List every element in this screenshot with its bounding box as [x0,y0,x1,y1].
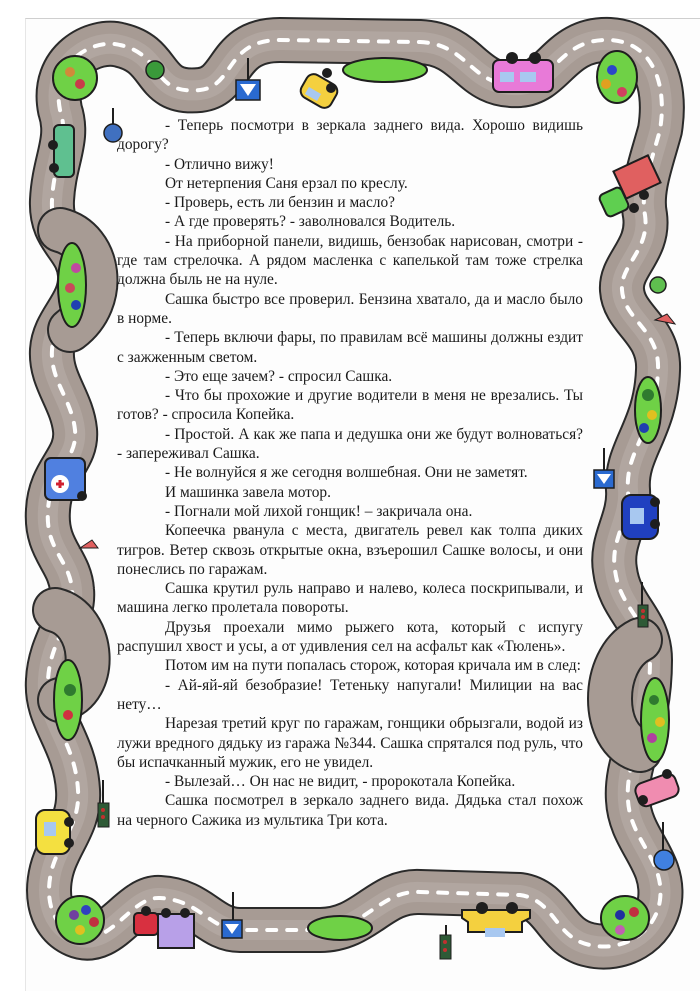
paragraph: - На приборной панели, видишь, бензобак нарисован, смотри - где там стрелочка. А рядом масленка с капелькой там тоже стрелка должна быль не на нуле. [117,232,583,289]
paragraph: Сашка крутил руль направо и налево, колеса поскрипывали, и машина легко пролетала повороты. [117,580,583,617]
paragraph: Сашка посмотрел в зеркало заднего вида. Дядька стал похож на черного Сажика из мультика Три кота. [117,792,583,829]
paragraph: Потом им на пути попалась сторож, которая кричала им в след: [165,657,581,675]
paragraph: - Отлично вижу! [165,155,274,173]
ambulance-car-icon [45,458,87,501]
paragraph: - Проверь, есть ли бензин и масло? [165,194,395,212]
blue-car-icon [622,495,660,539]
flower-island-right [635,377,661,443]
yellow-car-icon [298,68,340,111]
traffic-light-bottom-icon [440,925,451,959]
paragraph: И машинка завела мотор. [165,483,331,501]
paragraph: - Теперь включи фары, по правилам всё машины должны ездит с зажженным светом. [117,329,583,366]
roundabout-island-top-right [597,51,637,103]
paragraph: Копеечка рванула с места, двигатель ревел как толпа диких тигров. Ветер сквозь открытые окна, взъерошил Сашке волосы, и они понеслись по гаражам. [117,522,583,578]
paragraph: - Погнали мой лихой гонщик! – закричала она. [165,502,473,520]
flower-island-right-lower [641,678,669,762]
yellow-car-left-icon [36,810,74,854]
paragraph: - Не волнуйся я же сегодня волшебная. Они не заметят. [165,464,528,482]
roundabout-island-top-left [53,56,97,100]
paragraph: - Простой. А как же папа и дедушка они же будут волноваться? - запереживал Сашка. [117,425,583,463]
roundabout-island-bottom-right [601,896,649,940]
paragraph: - Ай-яй-яй безобразие! Тетеньку напугали! Милиции на вас нету… [117,676,583,713]
grass-island-left [54,660,82,740]
paragraph: - Что бы прохожие и другие водители в меня не врезались. Ты готов? - спросила Копейка. [117,387,583,424]
grass-island-top [343,58,427,82]
paragraph: - Вылезай… Он нас не видит, - пророкотала Копейка. [165,773,516,791]
paragraph: От нетерпения Саня ерзал по креслу. [165,174,408,192]
paragraph: - А где проверять? - заволновался Водитель. [165,213,456,231]
story-text [117,116,583,830]
paragraph: Друзья проехали мимо рыжего кота, который с испугу распушил хвост и усы, а от удивления сел на асфальт как «Тюлень». [117,618,583,656]
purple-truck-icon [158,908,194,948]
paragraph: Сашка быстро все проверил. Бензина хватало, да и масло было в норме. [117,290,583,327]
grass-island-bottom [308,916,372,940]
paragraph: - Теперь посмотри в зеркала заднего вида. Хорошо видишь дорогу? [117,117,583,154]
paragraph: - Это еще зачем? - спросил Сашка. [165,367,393,385]
paragraph: Нарезая третий круг по гаражам, гонщики обрызгали, водой из лужи вредного дядьку из гаража №344. Сашка спрятался под руль, что бы испачканный мужик, его не увидел. [117,715,583,771]
